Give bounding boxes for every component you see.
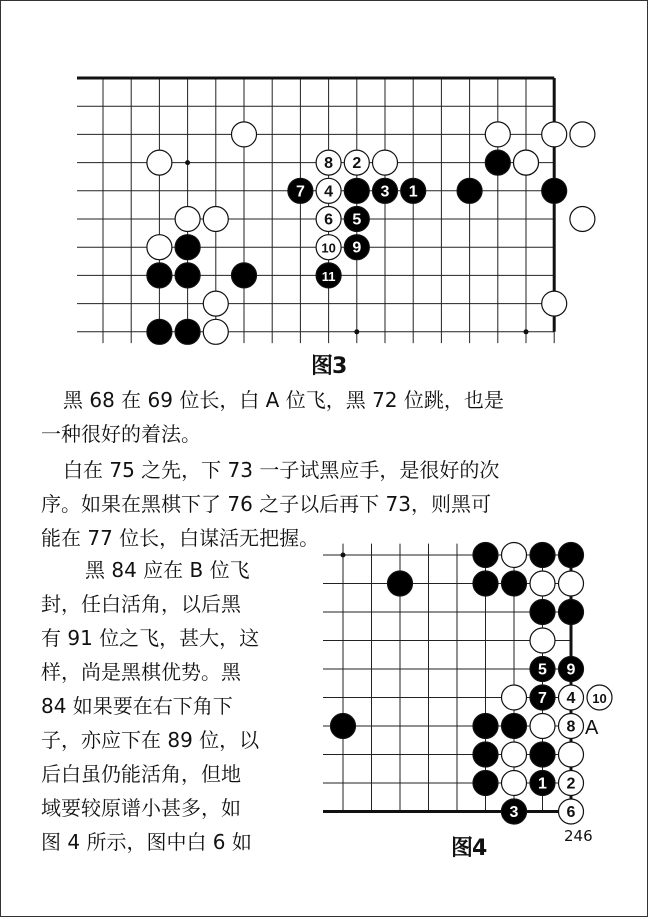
para3-line1: 黑 84 应在 B 位飞 <box>85 558 250 582</box>
white-stone <box>530 571 555 596</box>
white-stone <box>502 685 527 710</box>
figure4-caption: 图4 <box>451 836 487 861</box>
label-a: A <box>585 717 599 739</box>
para3-line4: 样，尚是黑棋优势。黑 <box>41 660 241 684</box>
page-number: 246 <box>564 827 593 845</box>
white-stone <box>502 771 527 796</box>
white-stone <box>559 571 584 596</box>
move-number: 5 <box>352 211 362 229</box>
move-number: 5 <box>538 661 547 679</box>
star-point <box>341 553 346 558</box>
para1-line1: 黑 68 在 69 位长，白 A 位飞，黑 72 位跳，也是 <box>63 388 504 412</box>
black-stone <box>473 714 498 739</box>
black-stone <box>502 714 527 739</box>
move-number: 1 <box>408 183 418 201</box>
move-number: 8 <box>324 155 334 173</box>
move-number: 9 <box>566 661 576 679</box>
para3-line2: 封，任白活角，以后黑 <box>41 592 241 616</box>
para2-line2: 序。如果在黑棋下了 76 之子以后再下 73，则黑可 <box>41 492 491 516</box>
move-number: 2 <box>566 775 576 793</box>
black-stone <box>559 600 584 625</box>
figure4-go-board <box>1 1 648 917</box>
black-stone <box>388 571 413 596</box>
para2-line1: 白在 75 之先，下 73 一子试黑应手，是很好的次 <box>63 458 500 482</box>
white-stone <box>502 543 527 568</box>
move-number: 7 <box>295 183 305 201</box>
para3-line5: 84 如果要在右下角下 <box>41 694 233 718</box>
move-number: 3 <box>380 183 390 201</box>
move-number: 4 <box>324 183 334 201</box>
black-stone <box>473 771 498 796</box>
black-stone <box>473 543 498 568</box>
black-stone <box>473 742 498 767</box>
para3-line8: 域要较原谱小甚多，如 <box>41 796 241 820</box>
move-number: 8 <box>566 718 576 736</box>
white-stone <box>559 742 584 767</box>
para3-line3: 有 91 位之飞，甚大，这 <box>41 626 260 650</box>
move-number: 2 <box>352 155 362 173</box>
para1-line2: 一种很好的着法。 <box>41 422 201 446</box>
move-number: 1 <box>538 775 547 793</box>
para2-line3: 能在 77 位长，白谋活无把握。 <box>41 526 320 550</box>
black-stone <box>530 742 555 767</box>
move-number: 3 <box>509 804 519 821</box>
black-stone <box>530 543 555 568</box>
white-stone <box>502 742 527 767</box>
black-stone <box>530 600 555 625</box>
black-stone <box>331 714 356 739</box>
black-stone <box>473 571 498 596</box>
move-number: 9 <box>352 239 362 257</box>
para3-line9: 图 4 所示，图中白 6 如 <box>41 830 252 854</box>
white-stone <box>530 628 555 653</box>
black-stone <box>559 543 584 568</box>
move-number: 11 <box>321 268 336 284</box>
move-number: 6 <box>324 211 334 229</box>
move-number: 10 <box>321 240 336 256</box>
move-number: 6 <box>566 804 576 821</box>
white-stone <box>530 714 555 739</box>
move-number: 10 <box>592 691 607 706</box>
para3-line7: 后白虽仍能活角，但地 <box>41 762 241 786</box>
para3-line6: 子，亦应下在 89 位，以 <box>41 728 260 752</box>
move-number: 4 <box>566 690 576 707</box>
move-number: 7 <box>538 690 547 707</box>
figure3-caption: 图3 <box>311 354 347 379</box>
black-stone <box>502 571 527 596</box>
